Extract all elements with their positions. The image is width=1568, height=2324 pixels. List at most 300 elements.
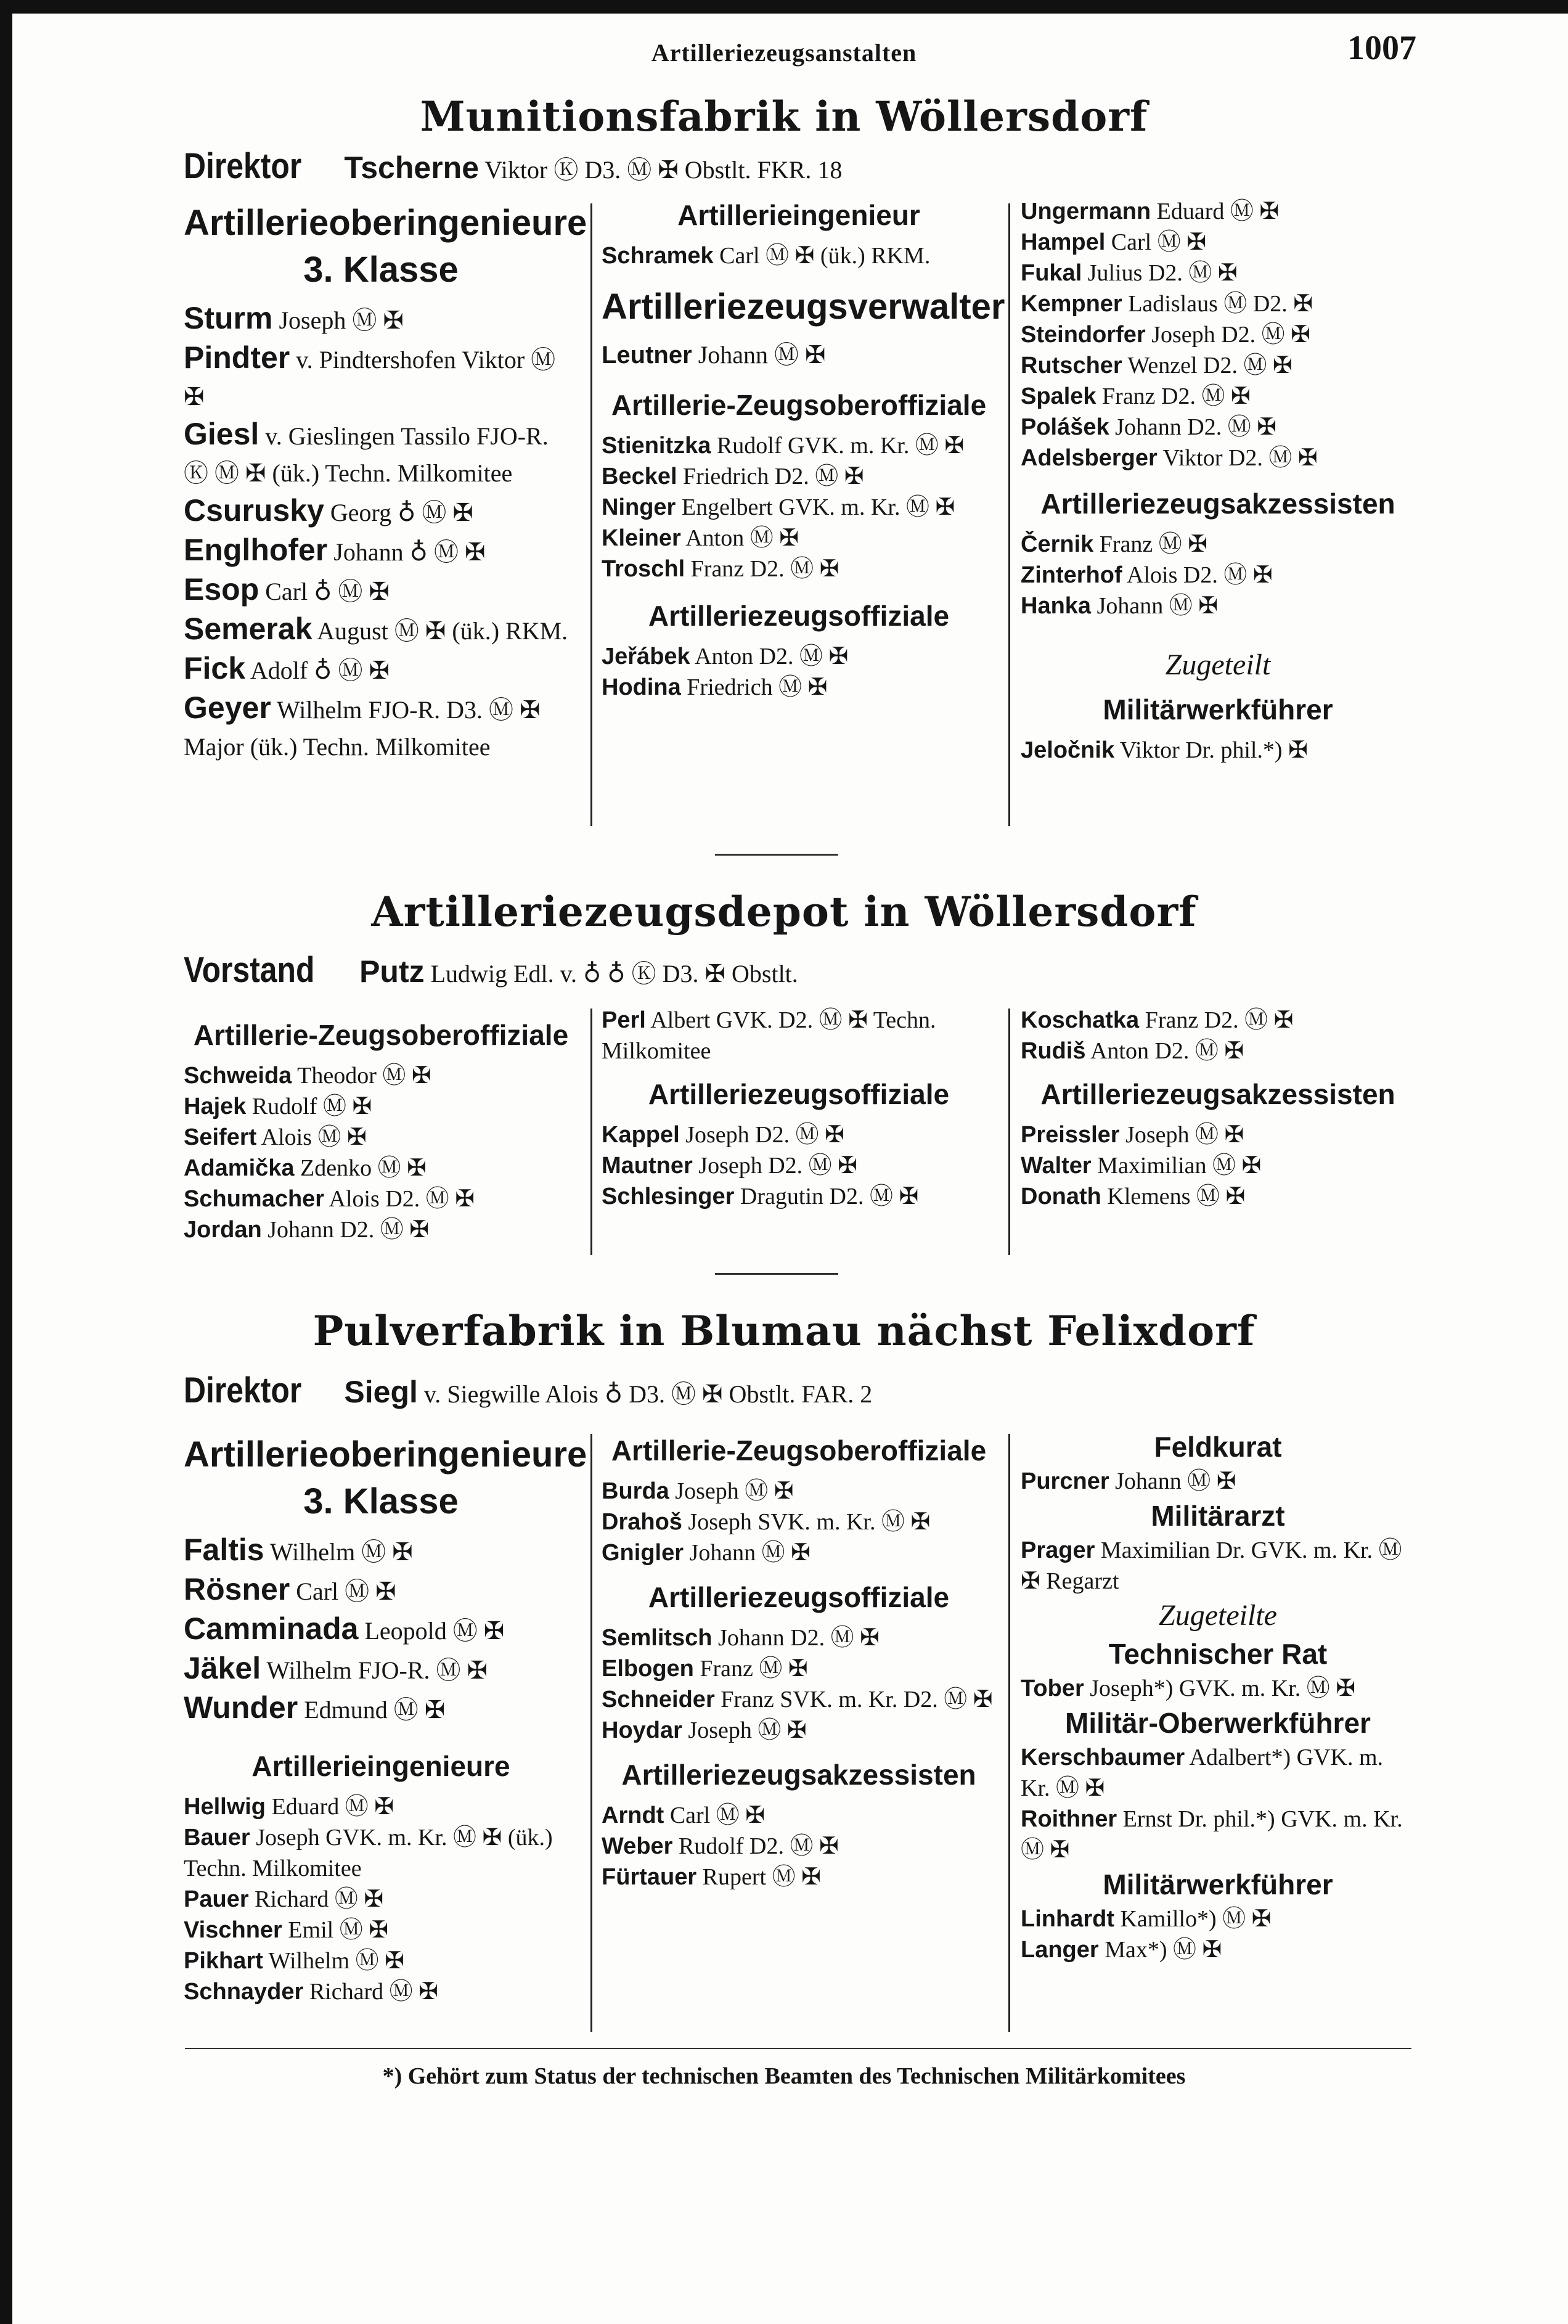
s3-column-a (184, 1428, 587, 2007)
person-list (184, 1531, 578, 1729)
person-details: Maximilian Ⓜ ✠ (1091, 1153, 1262, 1179)
section-title-zeugsdepot: Artilleriezeugsdepot in Wöllersdorf (371, 888, 1197, 936)
group-heading: Militärarzt (1151, 1500, 1285, 1532)
person-details: Julius D2. Ⓜ ✠ (1082, 260, 1238, 286)
person-list (1021, 1904, 1415, 1965)
s1-column-c (1021, 196, 1415, 766)
section-head-direktor (184, 1370, 872, 1411)
person-surname: Kleiner (602, 525, 681, 551)
page-number: 1007 (1347, 29, 1416, 67)
footnote: *) Gehört zum Status der technischen Beamten des Technischen Militärkomitees (382, 2063, 1186, 2089)
person-details: Anton Ⓜ ✠ (680, 525, 799, 551)
group-heading: Artilleriezeugsakzessisten (1040, 488, 1395, 520)
person-entry (602, 337, 996, 374)
person-details: Viktor Dr. phil.*) ✠ (1114, 737, 1308, 763)
person-surname: Gnigler (602, 1540, 684, 1566)
person-list (602, 240, 996, 271)
person-surname: Rudiš (1021, 1038, 1086, 1064)
s1-column-a (184, 196, 587, 766)
s1-column-b (602, 196, 1005, 703)
group-heading: Artilleriezeugsakzessisten (621, 1759, 976, 1791)
person-entry (184, 415, 578, 492)
head-surname: Tscherne (344, 150, 480, 185)
person-entry (184, 610, 578, 650)
person-surname: Langer (1021, 1937, 1099, 1963)
zugeteilt-label: Zugeteilt (1165, 649, 1271, 681)
person-surname: Wunder (184, 1690, 298, 1725)
person-entry (184, 1214, 578, 1245)
person-entry (1021, 1904, 1415, 1934)
person-entry (602, 492, 996, 523)
section-title-pulverfabrik: Pulverfabrik in Blumau nächst Felixdorf (312, 1307, 1256, 1355)
person-entry (184, 492, 578, 531)
person-entry (184, 1091, 578, 1122)
column-divider (590, 1434, 592, 2032)
person-entry (602, 1119, 996, 1150)
person-entry (602, 1507, 996, 1537)
person-details: Carl Ⓜ ✠ (1105, 229, 1207, 255)
group-heading: Artillerieingenieure (251, 1750, 510, 1782)
person-surname: Camminada (184, 1611, 359, 1646)
person-list (1021, 196, 1415, 473)
person-details: Theodor Ⓜ ✠ (292, 1063, 431, 1089)
person-surname: Giesl (184, 417, 259, 451)
person-details: Rudolf GVK. m. Kr. Ⓜ ✠ (711, 433, 965, 459)
person-entry (1021, 1005, 1415, 1036)
person-entry (1021, 227, 1415, 258)
person-details: Max*) Ⓜ ✠ (1098, 1937, 1222, 1963)
person-details: Anton D2. Ⓜ ✠ (1085, 1038, 1244, 1064)
group-heading: Artilleriezeugsoffiziale (648, 1581, 950, 1613)
person-details: Franz D2. Ⓜ ✠ (1096, 383, 1251, 409)
person-list (1021, 529, 1415, 621)
person-surname: Zinterhof (1021, 562, 1122, 588)
person-entry (1021, 1150, 1415, 1181)
person-surname: Pindter (184, 340, 290, 375)
person-surname: Hampel (1021, 229, 1106, 255)
person-surname: Tober (1021, 1675, 1084, 1701)
person-surname: Kappel (602, 1122, 680, 1148)
person-details: Franz D2. Ⓜ ✠ (1139, 1007, 1294, 1033)
section-head-direktor (184, 145, 842, 187)
person-details: Leopold Ⓜ ✠ (358, 1617, 505, 1645)
person-entry (602, 523, 996, 554)
person-details: Joseph Ⓜ ✠ (682, 1717, 807, 1743)
person-details: Joseph Ⓜ ✠ (669, 1478, 794, 1504)
group-heading: Artillerieingenieur (677, 199, 920, 231)
person-surname: Hellwig (184, 1794, 266, 1820)
column-divider (1008, 203, 1010, 826)
person-details: Engelbert GVK. m. Kr. Ⓜ ✠ (676, 494, 955, 520)
person-entry (602, 672, 996, 703)
person-entry (1021, 1036, 1415, 1066)
person-entry (184, 1060, 578, 1091)
person-surname: Prager (1021, 1537, 1095, 1563)
person-entry (184, 650, 578, 689)
person-list (602, 1622, 996, 1746)
person-entry (602, 1684, 996, 1715)
group-heading: Artillerieoberingenieure (184, 1434, 587, 1475)
person-entry (184, 1571, 578, 1610)
person-entry (184, 689, 578, 766)
person-surname: Drahoš (602, 1509, 682, 1535)
person-surname: Adelsberger (1021, 445, 1158, 471)
person-details: Joseph*) GVK. m. Kr. Ⓜ ✠ (1084, 1675, 1356, 1701)
person-surname: Geyer (184, 690, 271, 725)
person-entry (184, 1884, 578, 1915)
person-surname: Weber (602, 1833, 673, 1859)
person-entry (602, 1150, 996, 1181)
person-entry (184, 339, 578, 415)
person-details: Carl Ⓜ ✠ (290, 1577, 396, 1605)
person-entry (602, 1862, 996, 1892)
person-details: Ernst Dr. phil.*) GVK. m. Kr. Ⓜ ✠ (1021, 1806, 1403, 1863)
person-surname: Schumacher (184, 1186, 325, 1212)
person-surname: Fürtauer (602, 1864, 697, 1890)
group-heading: Artillerie-Zeugsoberoffiziale (611, 389, 987, 421)
group-heading: Militär-Oberwerkführer (1065, 1707, 1371, 1739)
group-heading: Artilleriezeugsoffiziale (648, 600, 950, 632)
person-surname: Troschl (602, 556, 685, 582)
person-entry (602, 1005, 996, 1066)
person-entry (1021, 288, 1415, 319)
group-heading: Artillerieoberingenieure (184, 203, 587, 243)
person-details: Alois D2. Ⓜ ✠ (324, 1186, 475, 1212)
person-surname: Schneider (602, 1687, 715, 1712)
person-list (1021, 1005, 1415, 1066)
person-surname: Kempner (1021, 291, 1122, 317)
person-details: Johann Ⓜ ✠ (684, 1540, 811, 1566)
person-entry (184, 571, 578, 610)
person-list (1021, 735, 1415, 766)
person-entry (184, 1531, 578, 1571)
person-entry (184, 1184, 578, 1214)
person-surname: Ungermann (1021, 198, 1151, 224)
person-details: Wilhelm FJO-R. D3. Ⓜ ✠ Major (ük.) Techn. Milkomitee (184, 696, 541, 761)
person-surname: Burda (602, 1478, 669, 1504)
person-surname: Koschatka (1021, 1007, 1140, 1033)
person-details: Friedrich D2. Ⓜ ✠ (677, 464, 864, 489)
person-details: Georg ♁ Ⓜ ✠ (324, 499, 473, 526)
person-details: Wilhelm Ⓜ ✠ (263, 1948, 404, 1974)
person-details: Franz D2. Ⓜ ✠ (685, 556, 839, 582)
person-surname: Jäkel (184, 1651, 261, 1685)
person-entry (602, 240, 996, 271)
person-details: Johann Ⓜ ✠ (1091, 593, 1219, 619)
person-surname: Pikhart (184, 1948, 263, 1974)
person-surname: Rutscher (1021, 353, 1122, 378)
s2-column-b (602, 1005, 996, 1212)
person-surname: Beckel (602, 464, 677, 489)
person-entry (1021, 1804, 1415, 1865)
person-details: Ladislaus Ⓜ D2. ✠ (1122, 291, 1313, 317)
person-list (1021, 1119, 1415, 1212)
grouped-person-list (602, 196, 1005, 703)
person-surname: Semerak (184, 612, 312, 646)
person-details: Carl Ⓜ ✠ (ük.) RKM. (713, 243, 931, 269)
column-divider (1008, 1009, 1010, 1255)
scan-border-left (0, 0, 12, 2324)
person-details: Johann Ⓜ ✠ (1109, 1468, 1236, 1494)
head-details: Ludwig Edl. v. ♁ ♁ Ⓚ D3. ✠ Obstlt. (430, 960, 798, 988)
person-entry (184, 1915, 578, 1946)
person-surname: Csurusky (184, 493, 324, 528)
group-heading: Feldkurat (1154, 1431, 1282, 1463)
person-details: v. Pindtershofen Viktor Ⓜ ✠ (184, 346, 556, 411)
person-surname: Elbogen (602, 1656, 694, 1682)
person-details: Johann D2. Ⓜ ✠ (261, 1217, 430, 1243)
person-details: Anton D2. Ⓜ ✠ (690, 644, 849, 669)
s3-column-b (602, 1428, 996, 1892)
person-surname: Hajek (184, 1094, 247, 1119)
group-heading: Artilleriezeugsverwalter (602, 287, 1005, 327)
person-details: Adalbert*) GVK. m. Kr. Ⓜ ✠ (1021, 1745, 1384, 1801)
person-list (602, 1005, 996, 1066)
person-details: Joseph D2. Ⓜ ✠ (1145, 322, 1310, 348)
person-details: Joseph GVK. m. Kr. Ⓜ ✠ (ük.) Techn. Milkomitee (184, 1825, 553, 1881)
person-entry (602, 1831, 996, 1862)
scan-border-top (0, 0, 1568, 14)
group-heading: Militärwerkführer (1103, 1868, 1333, 1901)
group-heading: Artillerie-Zeugsoberoffiziale (611, 1434, 987, 1467)
column-divider (590, 203, 592, 826)
person-entry (602, 641, 996, 672)
person-surname: Jeločnik (1021, 737, 1115, 763)
person-details: Joseph Ⓜ ✠ (1119, 1122, 1244, 1148)
person-details: Richard Ⓜ ✠ (303, 1979, 438, 2005)
person-list (1021, 1535, 1415, 1597)
group-heading: Artilleriezeugsakzessisten (1040, 1078, 1395, 1110)
person-details: Alois Ⓜ ✠ (256, 1124, 367, 1150)
person-entry (602, 461, 996, 492)
column-divider (1008, 1434, 1010, 2032)
person-entry (1021, 735, 1415, 766)
person-details: Joseph D2. Ⓜ ✠ (692, 1153, 858, 1179)
person-entry (184, 1610, 578, 1650)
person-details: Wilhelm FJO-R. Ⓜ ✠ (261, 1656, 488, 1684)
person-details: Johann D2. Ⓜ ✠ (712, 1625, 880, 1651)
s2-column-c (1021, 1005, 1415, 1212)
person-details: Adolf ♁ Ⓜ ✠ (245, 657, 390, 684)
person-surname: Purcner (1021, 1468, 1109, 1494)
person-entry (1021, 258, 1415, 288)
person-entry (602, 1653, 996, 1684)
person-details: August Ⓜ ✠ (ük.) RKM. (312, 617, 568, 645)
person-details: Edmund Ⓜ ✠ (298, 1696, 446, 1724)
person-entry (184, 1946, 578, 1976)
person-surname: Roithner (1021, 1806, 1117, 1832)
person-surname: Donath (1021, 1184, 1101, 1209)
person-list (184, 1060, 578, 1245)
person-entry (184, 1791, 578, 1822)
person-list (1021, 1466, 1415, 1497)
person-surname: Schweida (184, 1063, 292, 1089)
person-details: Carl Ⓜ ✠ (664, 1802, 766, 1828)
person-surname: Ninger (602, 494, 676, 520)
person-list (602, 1800, 996, 1892)
person-entry (1021, 196, 1415, 227)
person-surname: Rösner (184, 1572, 290, 1606)
column-divider (590, 1009, 592, 1255)
head-role: Direktor (184, 1370, 302, 1410)
person-details: Franz Ⓜ ✠ (693, 1656, 808, 1682)
person-surname: Walter (1021, 1153, 1092, 1179)
person-entry (184, 1822, 578, 1884)
group-heading: Technischer Rat (1108, 1638, 1328, 1670)
person-surname: Hodina (602, 674, 681, 700)
person-entry (1021, 591, 1415, 621)
person-details: Rudolf Ⓜ ✠ (246, 1094, 372, 1119)
person-list (602, 337, 996, 374)
person-surname: Fick (184, 651, 246, 685)
person-entry (1021, 319, 1415, 350)
person-entry (602, 1715, 996, 1746)
person-details: Johann Ⓜ ✠ (692, 341, 826, 369)
person-surname: Polášek (1021, 414, 1109, 440)
person-details: Richard Ⓜ ✠ (248, 1886, 384, 1912)
head-details: Viktor Ⓚ D3. Ⓜ ✠ Obstlt. FKR. 18 (484, 156, 843, 184)
person-surname: Kerschbaumer (1021, 1745, 1185, 1770)
person-list (184, 1791, 578, 2007)
person-details: Carl ♁ Ⓜ ✠ (259, 578, 390, 605)
person-surname: Steindorfer (1021, 322, 1146, 348)
person-surname: Preissler (1021, 1122, 1120, 1148)
person-details: Viktor D2. Ⓜ ✠ (1157, 445, 1318, 471)
section-head-vorstand (184, 949, 798, 991)
person-surname: Hoydar (602, 1717, 682, 1743)
person-details: Rupert Ⓜ ✠ (696, 1864, 821, 1890)
person-entry (1021, 1466, 1415, 1497)
person-details: Dragutin D2. Ⓜ ✠ (734, 1184, 919, 1209)
person-details: Friedrich Ⓜ ✠ (680, 674, 828, 700)
person-surname: Černik (1021, 531, 1094, 557)
person-details: Joseph D2. Ⓜ ✠ (679, 1122, 844, 1148)
person-entry (602, 554, 996, 584)
s3-column-c (1021, 1428, 1415, 1965)
person-surname: Leutner (602, 342, 692, 369)
person-entry (184, 1976, 578, 2007)
person-entry (184, 1153, 578, 1184)
person-details: Wenzel D2. Ⓜ ✠ (1122, 353, 1292, 378)
person-entry (1021, 1535, 1415, 1597)
person-entry (1021, 529, 1415, 560)
person-entry (602, 430, 996, 461)
person-surname: Bauer (184, 1825, 250, 1851)
person-entry (1021, 1119, 1415, 1150)
group-heading-class: 3. Klasse (303, 1481, 459, 1521)
person-entry (1021, 381, 1415, 412)
person-details: Franz Ⓜ ✠ (1093, 531, 1208, 557)
person-details: Joseph Ⓜ ✠ (272, 306, 404, 334)
person-details: Kamillo*) Ⓜ ✠ (1114, 1906, 1272, 1932)
person-entry (1021, 1181, 1415, 1212)
person-surname: Hanka (1021, 593, 1092, 619)
person-surname: Arndt (602, 1802, 664, 1828)
person-surname: Esop (184, 572, 259, 607)
section-title-munitionsfabrik: Munitionsfabrik in Wöllersdorf (420, 92, 1148, 141)
person-surname: Fukal (1021, 260, 1082, 286)
person-entry (1021, 1673, 1415, 1704)
person-details: v. Gieslingen Tassilo FJO-R. Ⓚ Ⓜ ✠ (ük.) Techn. Milkomitee (184, 422, 549, 487)
person-entry (1021, 1934, 1415, 1965)
person-entry (184, 531, 578, 571)
person-list (184, 300, 578, 766)
person-entry (1021, 350, 1415, 381)
head-details: v. Siegwille Alois ♁ D3. Ⓜ ✠ Obstlt. FAR. 2 (423, 1380, 873, 1408)
person-details: Emil Ⓜ ✠ (282, 1917, 389, 1943)
head-surname: Siegl (344, 1375, 418, 1409)
person-list (602, 1119, 996, 1212)
group-heading: Militärwerkführer (1103, 694, 1333, 726)
person-entry (602, 1476, 996, 1507)
running-head: Artilleriezeugsanstalten (651, 39, 917, 67)
head-surname: Putz (359, 954, 425, 989)
head-role: Vorstand (184, 950, 315, 990)
person-details: Alois D2. Ⓜ ✠ (1122, 562, 1273, 588)
person-details: Albert GVK. D2. Ⓜ ✠ Techn. Milkomitee (602, 1007, 936, 1064)
person-details: Eduard Ⓜ ✠ (266, 1794, 394, 1820)
section-rule (715, 1273, 838, 1275)
person-surname: Jordan (184, 1217, 262, 1243)
person-details: Johann ♁ Ⓜ ✠ (327, 538, 486, 566)
person-details: Eduard Ⓜ ✠ (1151, 198, 1280, 224)
person-surname: Adamička (184, 1155, 295, 1181)
person-entry (602, 1537, 996, 1568)
person-list (1021, 1673, 1415, 1704)
group-heading: Artillerie-Zeugsoberoffiziale (193, 1019, 569, 1051)
person-entry (1021, 560, 1415, 591)
person-surname: Sturm (184, 301, 273, 335)
person-surname: Pauer (184, 1886, 249, 1912)
person-surname: Englhofer (184, 533, 328, 567)
person-surname: Faltis (184, 1532, 264, 1567)
footnote-rule (185, 2048, 1411, 2049)
person-surname: Jeřábek (602, 644, 690, 669)
person-details: Zdenko Ⓜ ✠ (294, 1155, 427, 1181)
person-entry (602, 1622, 996, 1653)
person-entry (184, 1689, 578, 1729)
person-surname: Vischner (184, 1917, 282, 1943)
person-surname: Seifert (184, 1124, 257, 1150)
person-surname: Schramek (602, 243, 714, 269)
person-entry (184, 1122, 578, 1153)
person-entry (602, 1181, 996, 1212)
person-surname: Linhardt (1021, 1906, 1114, 1932)
person-details: Klemens Ⓜ ✠ (1101, 1184, 1246, 1209)
group-heading: Artilleriezeugsoffiziale (648, 1078, 950, 1110)
person-entry (1021, 412, 1415, 443)
person-surname: Perl (602, 1007, 646, 1033)
person-details: Johann D2. Ⓜ ✠ (1109, 414, 1277, 440)
person-surname: Semlitsch (602, 1625, 713, 1651)
head-role: Direktor (184, 146, 302, 186)
person-entry (184, 300, 578, 339)
person-list (602, 1476, 996, 1568)
person-details: Joseph SVK. m. Kr. Ⓜ ✠ (682, 1509, 931, 1535)
person-details: Wilhelm Ⓜ ✠ (264, 1538, 413, 1566)
person-entry (184, 1650, 578, 1689)
person-surname: Schlesinger (602, 1184, 735, 1209)
person-entry (602, 1800, 996, 1831)
person-list (602, 430, 996, 584)
zugeteilte-label: Zugeteilte (1159, 1599, 1277, 1632)
person-surname: Spalek (1021, 383, 1096, 409)
section-rule (715, 854, 838, 856)
person-details: Rudolf D2. Ⓜ ✠ (672, 1833, 839, 1859)
person-surname: Mautner (602, 1153, 693, 1179)
person-entry (1021, 443, 1415, 473)
person-list (1021, 1742, 1415, 1865)
